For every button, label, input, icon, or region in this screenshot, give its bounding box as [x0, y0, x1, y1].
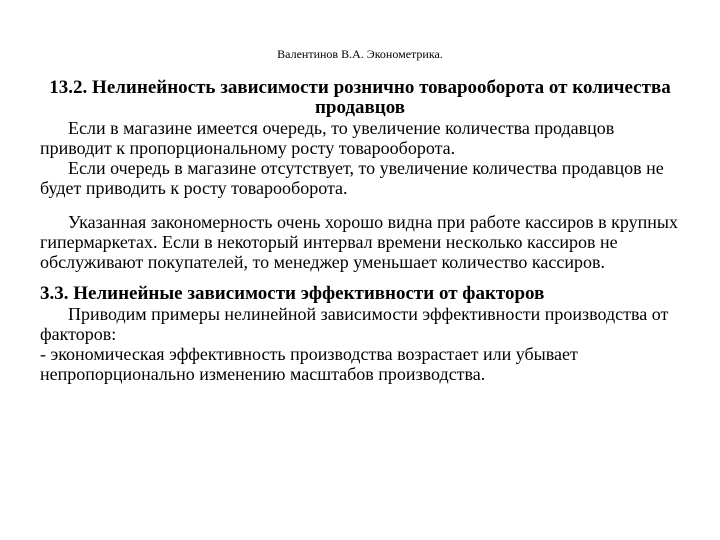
- section-13-2-paragraph-1: Если в магазине имеется очередь, то увеличение количества продавцов приводит к пропорциональному росту товарооборота.: [40, 118, 615, 158]
- header-author-title: Валентинов В.А. Эконометрика.: [277, 47, 443, 61]
- section-3-3-bullet-1: - экономическая эффективность производства возрастает или убывает непропорционально изменению масштабов производства.: [40, 344, 578, 384]
- section-13-2-title: 13.2. Нелинейность зависимости рознично товарооборота от количества продавцов: [49, 77, 671, 118]
- section-13-2-paragraph-2: Если очередь в магазине отсутствует, то увеличение количества продавцов не будет приводить к росту товарооборота.: [40, 158, 664, 198]
- section-3-3-paragraph-1: Приводим примеры нелинейной зависимости эффективности производства от факторов:: [40, 304, 669, 344]
- slide-content: [40, 78, 680, 384]
- section-3-3-title: 3.3. Нелинейные зависимости эффективности от факторов: [40, 283, 545, 304]
- spacer: [40, 198, 680, 212]
- section-13-2-paragraph-3: Указанная закономерность очень хорошо видна при работе кассиров в крупных гипермаркетах. Если в некоторый интервал времени несколько кассиров не обслуживают покупателей, то менеджер уменьшает количество кассиров.: [40, 212, 678, 272]
